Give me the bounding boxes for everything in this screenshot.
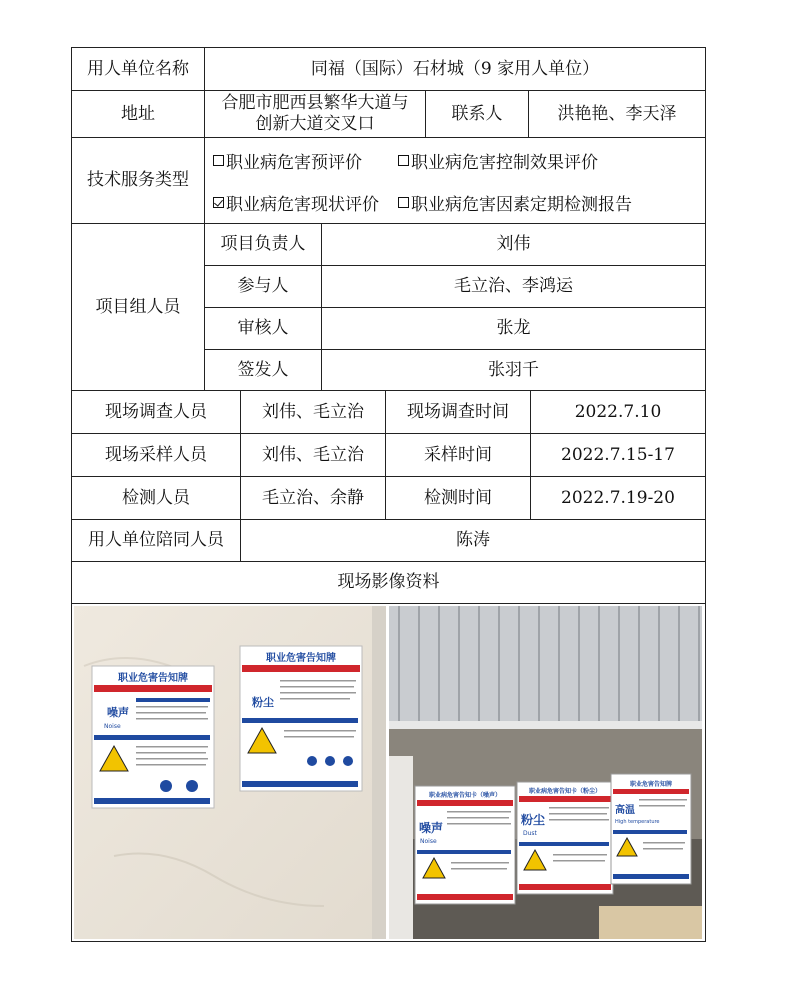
escort-value: 陈涛 [240, 519, 706, 562]
team-role-leader: 项目负责人 [204, 223, 322, 266]
team-name-leader: 刘伟 [321, 223, 706, 266]
contact-value: 洪艳艳、李天泽 [528, 90, 706, 138]
info-table [71, 47, 706, 942]
images-section-title: 现场影像资料 [71, 561, 706, 604]
dust-warning-sign [240, 646, 362, 791]
sign-title: 职业病危害告知卡（噪声） [428, 792, 502, 799]
address-line-2: 创新大道交叉口 [255, 114, 375, 134]
sign-hazard-en: Noise [104, 723, 121, 730]
address-line-1: 合肥市肥西县繁华大道与 [221, 93, 409, 113]
escort-label: 用人单位陪同人员 [71, 519, 241, 562]
team-role-issuer: 签发人 [204, 349, 322, 391]
service-option-control-evaluation[interactable]: 职业病危害控制效果评价 [398, 148, 598, 173]
testing-staff-label: 检测人员 [71, 476, 241, 520]
team-label: 项目组人员 [71, 223, 205, 391]
team-name-participant: 毛立治、李鸿运 [321, 265, 706, 308]
testing-staff-value: 毛立治、余静 [240, 476, 386, 520]
sign-hazard-en: Dust [523, 830, 537, 837]
dust-warning-card [517, 782, 613, 894]
noise-warning-sign [92, 666, 214, 808]
sign-hazard-en: High temperature [615, 819, 660, 825]
sign-hazard: 高温 [615, 805, 635, 816]
sign-hazard: 噪声 [419, 821, 444, 835]
employer-name-label: 用人单位名称 [71, 47, 205, 91]
checked-checkbox-icon[interactable] [213, 197, 224, 208]
testing-time-label: 检测时间 [385, 476, 531, 520]
heat-warning-sign [611, 774, 691, 884]
survey-time-value: 2022.7.10 [530, 390, 706, 434]
contact-label: 联系人 [425, 90, 529, 138]
sign-title: 职业危害告知牌 [118, 673, 188, 684]
sign-title: 职业危害告知牌 [629, 781, 673, 788]
sampling-time-label: 采样时间 [385, 433, 531, 477]
checkbox-icon[interactable] [213, 155, 224, 166]
checkbox-icon[interactable] [398, 155, 409, 166]
sampling-staff-label: 现场采样人员 [71, 433, 241, 477]
sign-hazard: 噪声 [107, 706, 129, 719]
site-photo-factory-signs [389, 606, 702, 939]
address-value [204, 90, 426, 138]
service-option-pre-evaluation[interactable]: 职业病危害预评价 [213, 148, 362, 173]
sampling-staff-value: 刘伟、毛立治 [240, 433, 386, 477]
checkbox-icon[interactable] [398, 197, 409, 208]
sign-hazard-en: Noise [420, 838, 437, 845]
team-role-participant: 参与人 [204, 265, 322, 308]
sign-title: 职业危害告知牌 [266, 653, 336, 664]
sign-hazard: 粉尘 [521, 813, 546, 827]
sampling-time-value: 2022.7.15-17 [530, 433, 706, 477]
site-photo-wall-signs [74, 606, 386, 939]
team-role-reviewer: 审核人 [204, 307, 322, 350]
team-name-issuer: 张羽千 [321, 349, 706, 391]
team-name-reviewer: 张龙 [321, 307, 706, 350]
service-option-periodic-testing[interactable]: 职业病危害因素定期检测报告 [398, 190, 632, 215]
service-type-label: 技术服务类型 [71, 137, 205, 224]
employer-name-value: 同福（国际）石材城（9 家用人单位） [204, 47, 706, 91]
sign-hazard: 粉尘 [252, 696, 274, 709]
testing-time-value: 2022.7.19-20 [530, 476, 706, 520]
survey-staff-label: 现场调查人员 [71, 390, 241, 434]
survey-staff-value: 刘伟、毛立治 [240, 390, 386, 434]
noise-warning-card [415, 786, 515, 904]
service-option-status-evaluation[interactable]: 职业病危害现状评价 [213, 190, 379, 215]
survey-time-label: 现场调查时间 [385, 390, 531, 434]
address-label: 地址 [71, 90, 205, 138]
sign-title: 职业病危害告知卡（粉尘） [528, 788, 602, 795]
